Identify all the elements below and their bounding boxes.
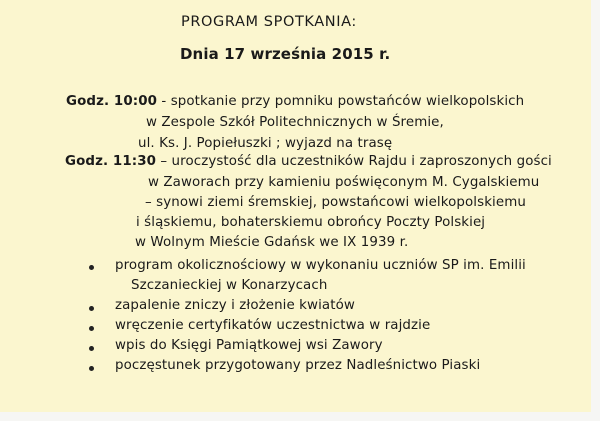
bullet-text-1-cont: Szczanieckiej w Konarzycach [131, 278, 328, 293]
bullet-text-3: wręczenie certyfikatów uczestnictwa w rajdzie [115, 318, 431, 333]
bullet-text-4: wpis do Księgi Pamiątkowej wsi Zawory [115, 338, 383, 353]
scan-margin-right [591, 0, 600, 421]
schedule-time-2: Godz. 11:30 [65, 154, 157, 169]
event-date: Dnia 17 września 2015 r. [180, 45, 391, 63]
schedule-text-2-line-2: w Zaworach przy kamieniu poświęconym M. Cygalskiemu [148, 175, 540, 190]
schedule-time-1: Godz. 10:00 [66, 94, 158, 109]
scan-margin-bottom [0, 412, 600, 421]
bullet-text-1: program okolicznościowy w wykonaniu uczniów SP im. Emilii [115, 258, 526, 273]
schedule-text-2-line-5: w Wolnym Mieście Gdańsk we IX 1939 r. [135, 235, 409, 250]
bullet-dot-4 [89, 346, 94, 351]
bullet-dot-5 [89, 366, 94, 371]
schedule-item-1 [66, 94, 524, 110]
program-title: PROGRAM SPOTKANIA: [181, 14, 357, 30]
schedule-text-2-line-3: – synowi ziemi śremskiej, powstańcowi wielkopolskiemu [145, 195, 526, 210]
schedule-text-1-line-2: w Zespole Szkół Politechnicznych w Śremie, [146, 115, 444, 130]
bullet-text-2: zapalenie zniczy i złożenie kwiatów [115, 298, 355, 313]
schedule-text-2-line-4: i śląskiemu, bohaterskiemu obrońcy Poczty Polskiej [136, 215, 486, 230]
bullet-text-5: poczęstunek przygotowany przez Nadleśnictwo Piaski [115, 358, 481, 373]
schedule-item-2 [65, 154, 552, 170]
bullet-dot-1 [89, 265, 94, 270]
schedule-text-1-line-1: - spotkanie przy pomniku powstańców wielkopolskich [157, 94, 525, 109]
schedule-text-2-line-1: – uroczystość dla uczestników Rajdu i zaproszonych gości [156, 154, 552, 169]
bullet-dot-2 [89, 306, 94, 311]
schedule-text-1-line-3: ul. Ks. J. Popiełuszki ; wyjazd na trasę [138, 136, 393, 151]
bullet-dot-3 [89, 326, 94, 331]
